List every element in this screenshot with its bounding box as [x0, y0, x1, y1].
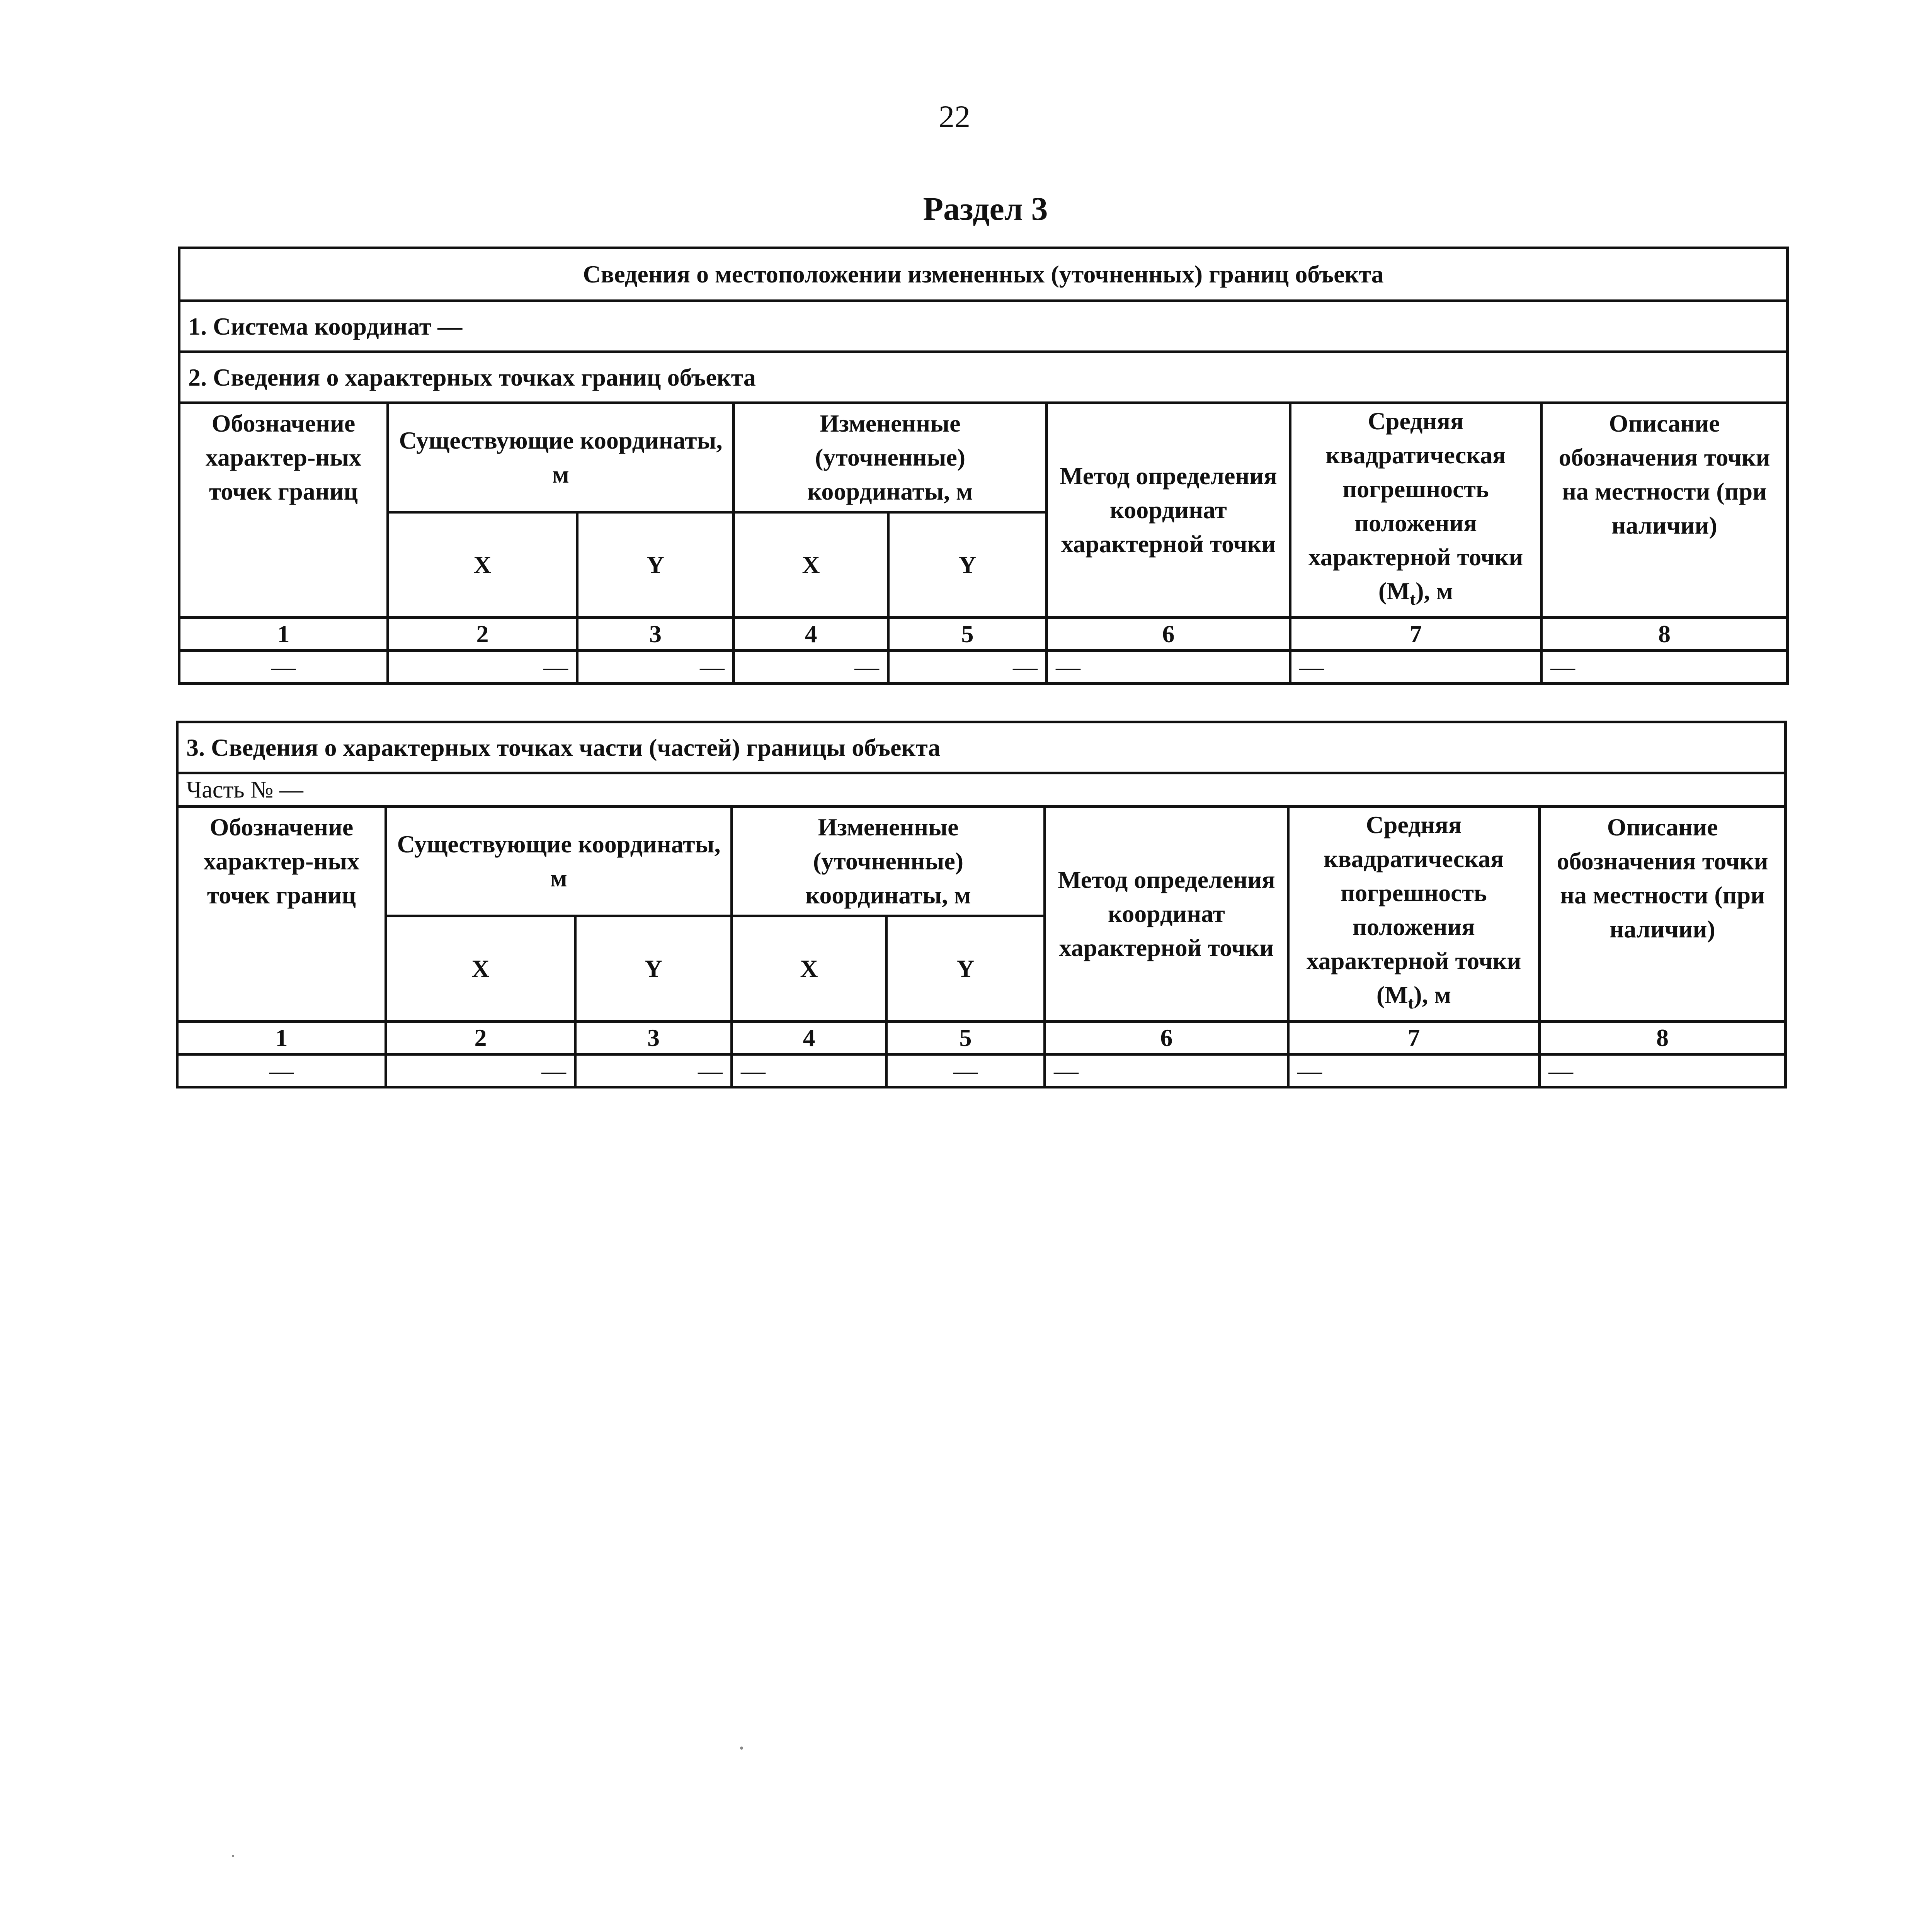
existing-coordinates-header: Существующие координаты, м — [386, 807, 732, 916]
table-banner: Сведения о местоположении измененных (уточненных) границ объекта — [179, 248, 1788, 301]
empty-cell-dash: — — [386, 1054, 575, 1087]
column-number: 1 — [179, 617, 388, 650]
empty-cell-dash: — — [1541, 650, 1788, 683]
page-number: 22 — [939, 99, 970, 134]
column-number: 8 — [1540, 1021, 1786, 1054]
designation-header: Обозначение характер-ных точек границ — [177, 807, 386, 1022]
part-number-row: Часть № — — [177, 773, 1786, 807]
empty-cell-dash: — — [179, 650, 388, 683]
empty-cell-dash: — — [888, 650, 1047, 683]
empty-cell-dash: — — [388, 650, 577, 683]
column-number: 6 — [1045, 1021, 1288, 1054]
empty-cell-dash: — — [1045, 1054, 1288, 1087]
column-number: 2 — [386, 1021, 575, 1054]
column-number: 4 — [734, 617, 888, 650]
method-header: Метод определения координат характерной точки — [1047, 403, 1290, 618]
scan-speck — [740, 1747, 743, 1750]
column-number: 5 — [888, 617, 1047, 650]
changed-y-header: Y — [886, 916, 1045, 1021]
empty-cell-dash: — — [1047, 650, 1290, 683]
part-boundary-points-table — [176, 721, 1787, 1088]
existing-y-header: Y — [577, 512, 734, 617]
existing-x-header: X — [386, 916, 575, 1021]
scan-speck — [232, 1855, 234, 1857]
table-subheading: 3. Сведения о характерных точках части (частей) границы объекта — [177, 722, 1786, 773]
method-header: Метод определения координат характерной точки — [1045, 807, 1288, 1022]
column-number: 1 — [177, 1021, 386, 1054]
empty-cell-dash: — — [177, 1054, 386, 1087]
error-header: Средняя квадратическая погрешность положения характерной точки $(M_t)$, м — [1290, 403, 1541, 618]
existing-coordinates-header: Существующие координаты, м — [388, 403, 734, 512]
designation-header: Обозначение характер-ных точек границ — [179, 403, 388, 618]
changed-y-header: Y — [888, 512, 1047, 617]
column-number: 3 — [575, 1021, 732, 1054]
empty-cell-dash: — — [1288, 1054, 1540, 1087]
column-number: 7 — [1288, 1021, 1540, 1054]
empty-cell-dash: — — [575, 1054, 732, 1087]
changed-coordinates-header: Измененные (уточненные) координаты, м — [732, 807, 1045, 916]
column-number: 4 — [732, 1021, 886, 1054]
column-number: 2 — [388, 617, 577, 650]
column-number: 8 — [1541, 617, 1788, 650]
existing-x-header: X — [388, 512, 577, 617]
error-header: Средняя квадратическая погрешность положения характерной точки $(M_t)$, м — [1288, 807, 1540, 1022]
changed-coordinates-header: Измененные (уточненные) координаты, м — [734, 403, 1047, 512]
empty-cell-dash: — — [1290, 650, 1541, 683]
changed-x-header: X — [734, 512, 888, 617]
boundary-points-table — [178, 247, 1789, 685]
column-number: 3 — [577, 617, 734, 650]
description-header: Описание обозначения точки на местности (при наличии) — [1541, 403, 1788, 618]
empty-cell-dash: — — [734, 650, 888, 683]
existing-y-header: Y — [575, 916, 732, 1021]
coordinate-system-row: 1. Система координат — — [179, 301, 1788, 352]
column-number: 5 — [886, 1021, 1045, 1054]
empty-cell-dash: — — [1540, 1054, 1786, 1087]
section-title: Раздел 3 — [923, 190, 1048, 227]
column-number: 7 — [1290, 617, 1541, 650]
description-header: Описание обозначения точки на местности (при наличии) — [1540, 807, 1786, 1022]
empty-cell-dash: — — [577, 650, 734, 683]
empty-cell-dash: — — [886, 1054, 1045, 1087]
column-number: 6 — [1047, 617, 1290, 650]
table-subheading: 2. Сведения о характерных точках границ объекта — [179, 352, 1788, 403]
empty-cell-dash: — — [732, 1054, 886, 1087]
changed-x-header: X — [732, 916, 886, 1021]
